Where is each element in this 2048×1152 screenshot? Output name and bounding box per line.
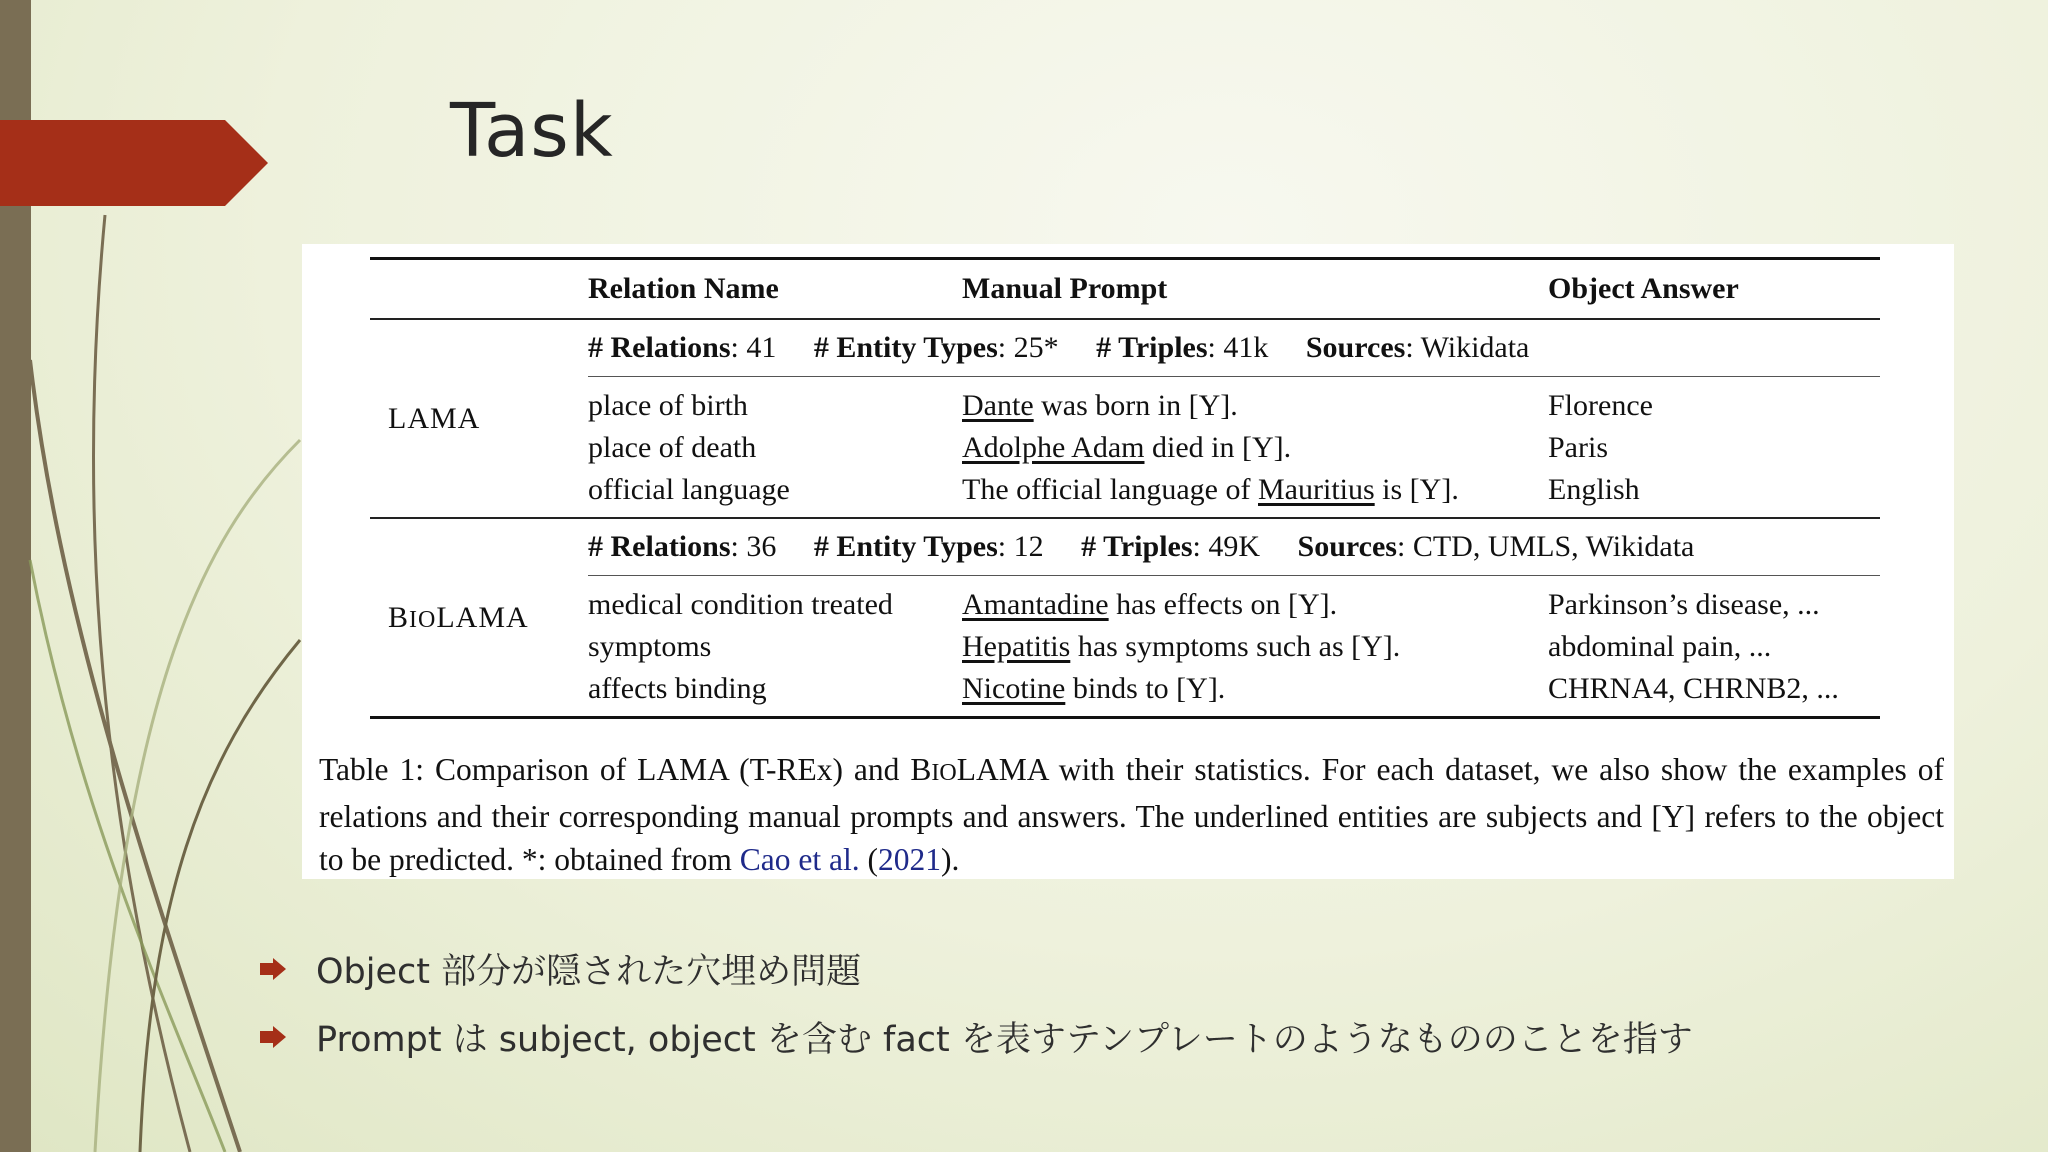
table-row xyxy=(370,576,1880,627)
answer-cell: English xyxy=(1548,469,1880,518)
relation-cell: official language xyxy=(588,469,962,518)
table-row xyxy=(370,427,1880,469)
dataset-name-biolama xyxy=(370,518,588,718)
subject-entity: Amantadine xyxy=(962,588,1109,621)
subject-entity: Mauritius xyxy=(1258,473,1375,506)
relation-cell: medical condition treated xyxy=(588,588,893,621)
lama-label: LAMA xyxy=(388,401,481,435)
prompt-cell: Adolphe Adam died in [Y]. xyxy=(962,431,1292,464)
answer-cell: Paris xyxy=(1548,431,1608,464)
header-relation-name: Relation Name xyxy=(588,259,962,320)
prompt-cell: Nicotine binds to [Y]. xyxy=(962,668,1548,718)
prompt-cell: Hepatitis has symptoms such as [Y]. xyxy=(962,630,1401,663)
subject-entity: Adolphe Adam xyxy=(962,431,1145,464)
lama-triples-stat: # Triples: 41k xyxy=(1096,331,1269,364)
bullet-arrow-icon xyxy=(258,1024,288,1050)
answer-cell: Florence xyxy=(1548,389,1653,422)
biolama-stats-row xyxy=(370,518,1880,576)
subject-entity: Dante xyxy=(962,389,1034,422)
prompt-cell: The official language of Mauritius is [Y]. xyxy=(962,469,1548,518)
relation-cell: place of death xyxy=(588,431,757,464)
header-manual-prompt: Manual Prompt xyxy=(962,259,1548,320)
biolama-sources-stat: Sources: CTD, UMLS, Wikidata xyxy=(1297,530,1695,563)
title-accent-arrow xyxy=(0,120,270,206)
prompt-cell: Dante was born in [Y]. xyxy=(962,389,1238,422)
answer-cell: CHRNA4, CHRNB2, ... xyxy=(1548,668,1880,718)
lama-stats xyxy=(588,319,1880,377)
bullet-text: Object 部分が隠された穴埋め問題 xyxy=(316,952,862,992)
header-object-answer: Object Answer xyxy=(1548,259,1880,320)
dataset-name-lama xyxy=(370,319,588,518)
lama-sources-stat: Sources: Wikidata xyxy=(1305,331,1530,364)
relation-cell: symptoms xyxy=(588,630,712,663)
lama-relations-stat: # Relations: 41 xyxy=(588,331,777,364)
biolama-entity-types-stat: # Entity Types: 12 xyxy=(813,530,1044,563)
citation-year-link[interactable]: 2021 xyxy=(877,842,941,877)
table-row xyxy=(370,668,1880,718)
bullet-arrow-icon xyxy=(258,956,288,982)
list-item xyxy=(258,1003,1693,1071)
prompt-cell: Amantadine has effects on [Y]. xyxy=(962,588,1338,621)
biolama-relations-stat: # Relations: 36 xyxy=(588,530,777,563)
citation-link[interactable]: Cao et al. xyxy=(739,842,860,877)
table-caption: Table 1: Comparison of LAMA (T-REx) and BIOLAMA with their statistics. For each dataset, we also show the examples of relations and their corresponding manual prompts and answers. The underlined entities are subjects and [Y] refers to the object to be predicted. *: obtained from Cao et al. (2021). xyxy=(319,752,1945,877)
table-row xyxy=(370,377,1880,428)
bullet-text: Prompt は subject, object を含む fact を表すテンプレートのようなもののことを指す xyxy=(316,1020,1693,1060)
table-row xyxy=(370,626,1880,668)
bullet-list xyxy=(258,935,1693,1071)
lama-stats-row xyxy=(370,319,1880,377)
header-dataset xyxy=(370,259,588,320)
lama-entity-types-stat: # Entity Types: 25* xyxy=(813,331,1059,364)
relation-cell: affects binding xyxy=(588,668,962,718)
biolama-triples-stat: # Triples: 49K xyxy=(1081,530,1261,563)
answer-cell: abdominal pain, ... xyxy=(1548,630,1772,663)
subject-entity: Nicotine xyxy=(962,672,1066,705)
page-title: Task xyxy=(450,88,614,174)
table-header-row xyxy=(370,259,1880,320)
answer-cell: Parkinson’s disease, ... xyxy=(1548,588,1820,621)
table-figure xyxy=(302,244,1954,879)
relation-cell: place of birth xyxy=(588,389,748,422)
biolama-label: BIOLAMA xyxy=(388,600,529,634)
list-item xyxy=(258,935,1693,1003)
subject-entity: Hepatitis xyxy=(962,630,1071,663)
table-row xyxy=(370,469,1880,518)
biolama-stats xyxy=(588,518,1880,576)
comparison-table xyxy=(370,257,1880,719)
